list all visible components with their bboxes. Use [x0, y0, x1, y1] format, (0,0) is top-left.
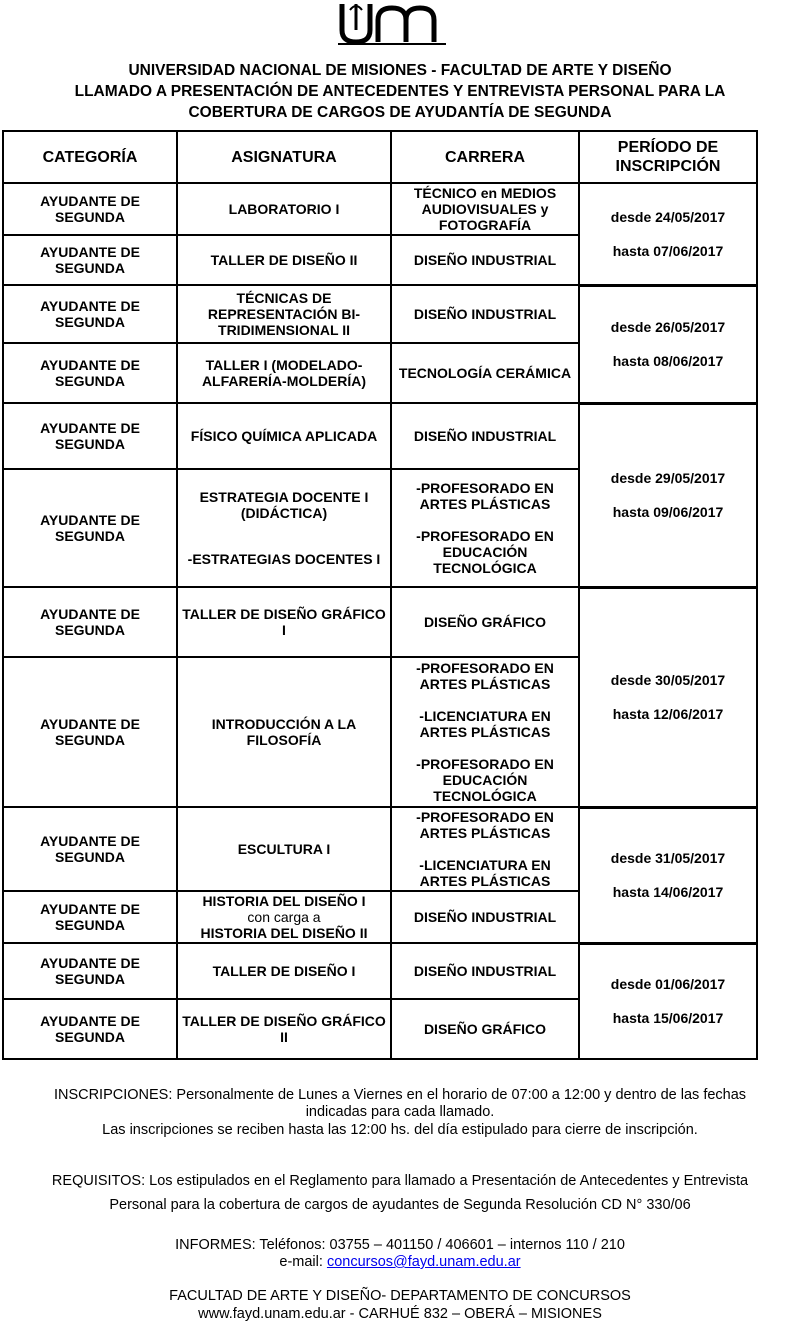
period-hasta: hasta 09/06/2017	[612, 504, 724, 520]
period-hasta: hasta 12/06/2017	[612, 706, 724, 722]
table-row	[3, 403, 757, 469]
header-periodo: PERÍODO DE INSCRIPCIÓN	[579, 131, 757, 183]
carrera-line: -PROFESORADO EN EDUCACIÓN TECNOLÓGICA	[416, 528, 554, 576]
carrera-cell	[391, 469, 579, 587]
period-cell	[579, 587, 757, 807]
asignatura-cell: LABORATORIO I	[177, 183, 391, 235]
carrera-cell: DISEÑO INDUSTRIAL	[391, 285, 579, 343]
category-cell: AYUDANTE DE SEGUNDA	[3, 587, 177, 657]
header-asignatura: ASIGNATURA	[177, 131, 391, 183]
category-cell: AYUDANTE DE SEGUNDA	[3, 183, 177, 235]
carrera-cell	[391, 807, 579, 891]
period-hasta: hasta 15/06/2017	[612, 1010, 724, 1027]
carrera-cell: DISEÑO INDUSTRIAL	[391, 891, 579, 943]
informes-line: INFORMES: Teléfonos: 03755 – 401150 / 406601 – internos 110 / 210	[175, 1237, 625, 1253]
asignatura-cell	[177, 469, 391, 587]
header-categoria: CATEGORÍA	[3, 131, 177, 183]
category-cell: AYUDANTE DE SEGUNDA	[3, 943, 177, 999]
unam-logo	[338, 0, 450, 46]
category-cell: AYUDANTE DE SEGUNDA	[3, 403, 177, 469]
category-cell: AYUDANTE DE SEGUNDA	[3, 807, 177, 891]
table-row	[3, 807, 757, 891]
period-desde: desde 24/05/2017	[610, 208, 726, 225]
department-line: FACULTAD DE ARTE Y DISEÑO- DEPARTAMENTO DE CONCURSOS	[169, 1288, 631, 1304]
period-desde: desde 29/05/2017	[610, 470, 726, 486]
period-cell	[579, 285, 757, 403]
asignatura-cell: TALLER DE DISEÑO I	[177, 943, 391, 999]
email-label: e-mail:	[279, 1254, 327, 1270]
period-hasta: hasta 08/06/2017	[612, 353, 724, 369]
email-link[interactable]: concursos@fayd.unam.edu.ar	[326, 1254, 521, 1270]
category-cell: AYUDANTE DE SEGUNDA	[3, 469, 177, 587]
period-desde: desde 26/05/2017	[610, 319, 726, 335]
category-cell: AYUDANTE DE SEGUNDA	[3, 235, 177, 285]
asignatura-line: con carga a	[247, 909, 321, 925]
table-row	[3, 285, 757, 343]
asignatura-cell: TÉCNICAS DE REPRESENTACIÓN BI-TRIDIMENSIONAL II	[177, 285, 391, 343]
carrera-cell: DISEÑO INDUSTRIAL	[391, 403, 579, 469]
category-cell: AYUDANTE DE SEGUNDA	[3, 891, 177, 943]
category-cell: AYUDANTE DE SEGUNDA	[3, 285, 177, 343]
table-row	[3, 943, 757, 999]
carrera-line: -PROFESORADO EN ARTES PLÁSTICAS	[416, 480, 554, 512]
asignatura-line: HISTORIA DEL DISEÑO II	[200, 925, 368, 941]
header-carrera: CARRERA	[391, 131, 579, 183]
category-cell: AYUDANTE DE SEGUNDA	[3, 657, 177, 807]
category-cell: AYUDANTE DE SEGUNDA	[3, 343, 177, 403]
carrera-line: -PROFESORADO EN EDUCACIÓN TECNOLÓGICA	[416, 756, 554, 804]
carrera-line: -PROFESORADO EN ARTES PLÁSTICAS	[416, 660, 554, 692]
asignatura-line: HISTORIA DEL DISEÑO I	[202, 893, 366, 909]
asignatura-cell: ESCULTURA I	[177, 807, 391, 891]
carrera-cell: DISEÑO GRÁFICO	[391, 999, 579, 1059]
title-line-2: LLAMADO A PRESENTACIÓN DE ANTECEDENTES Y ENTREVISTA PERSONAL PARA LA	[74, 83, 726, 100]
address-line: www.fayd.unam.edu.ar - CARHUÉ 832 – OBERÁ – MISIONES	[198, 1306, 602, 1322]
category-cell: AYUDANTE DE SEGUNDA	[3, 999, 177, 1059]
asignatura-cell: TALLER DE DISEÑO II	[177, 235, 391, 285]
asignatura-cell: TALLER DE DISEÑO GRÁFICO II	[177, 999, 391, 1059]
carrera-cell	[391, 657, 579, 807]
period-cell	[579, 943, 757, 1059]
period-desde: desde 01/06/2017	[610, 976, 726, 993]
requisitos-line-2: Personal para la cobertura de cargos de ayudantes de Segunda Resolución CD N° 330/06	[109, 1197, 691, 1213]
carrera-cell: DISEÑO GRÁFICO	[391, 587, 579, 657]
period-desde: desde 30/05/2017	[610, 672, 726, 688]
asignatura-line: ESTRATEGIA DOCENTE I (DIDÁCTICA)	[199, 489, 369, 521]
asignatura-cell: FÍSICO QUÍMICA APLICADA	[177, 403, 391, 469]
inscripciones-line-3: Las inscripciones se reciben hasta las 12:00 hs. del día estipulado para cierre de inscripción.	[102, 1122, 698, 1138]
asignatura-cell: TALLER I (MODELADO-ALFARERÍA-MOLDERÍA)	[177, 343, 391, 403]
inscripciones-line-1: INSCRIPCIONES: Personalmente de Lunes a Viernes en el horario de 07:00 a 12:00 y dentro de las fechas	[53, 1087, 747, 1103]
carrera-cell: TECNOLOGÍA CERÁMICA	[391, 343, 579, 403]
period-cell	[579, 807, 757, 943]
carrera-line: -LICENCIATURA EN ARTES PLÁSTICAS	[419, 857, 551, 889]
positions-table	[2, 130, 758, 1060]
email-line	[0, 1254, 800, 1271]
asignatura-cell	[177, 891, 391, 943]
carrera-cell: DISEÑO INDUSTRIAL	[391, 943, 579, 999]
period-cell	[579, 183, 757, 285]
title-line-3: COBERTURA DE CARGOS DE AYUDANTÍA DE SEGUNDA	[188, 104, 612, 121]
table-row	[3, 587, 757, 657]
carrera-line: -LICENCIATURA EN ARTES PLÁSTICAS	[419, 708, 551, 740]
inscripciones-line-2: indicadas para cada llamado.	[305, 1104, 495, 1120]
period-hasta: hasta 07/06/2017	[612, 242, 724, 259]
asignatura-cell: INTRODUCCIÓN A LA FILOSOFÍA	[177, 657, 391, 807]
title-line-1: UNIVERSIDAD NACIONAL DE MISIONES - FACULTAD DE ARTE Y DISEÑO	[128, 62, 672, 79]
period-desde: desde 31/05/2017	[610, 850, 726, 866]
carrera-line: -PROFESORADO EN ARTES PLÁSTICAS	[416, 809, 554, 841]
period-hasta: hasta 14/06/2017	[612, 884, 724, 900]
period-cell	[579, 403, 757, 587]
asignatura-line: -ESTRATEGIAS DOCENTES I	[187, 551, 381, 567]
carrera-cell: DISEÑO INDUSTRIAL	[391, 235, 579, 285]
carrera-cell: TÉCNICO en MEDIOS AUDIOVISUALES y FOTOGRAFÍA	[391, 183, 579, 235]
asignatura-cell: TALLER DE DISEÑO GRÁFICO I	[177, 587, 391, 657]
requisitos-line-1: REQUISITOS: Los estipulados en el Reglamento para llamado a Presentación de Antecedentes y Entrevista	[51, 1173, 749, 1189]
table-row	[3, 183, 757, 235]
table-header-row	[3, 131, 757, 183]
